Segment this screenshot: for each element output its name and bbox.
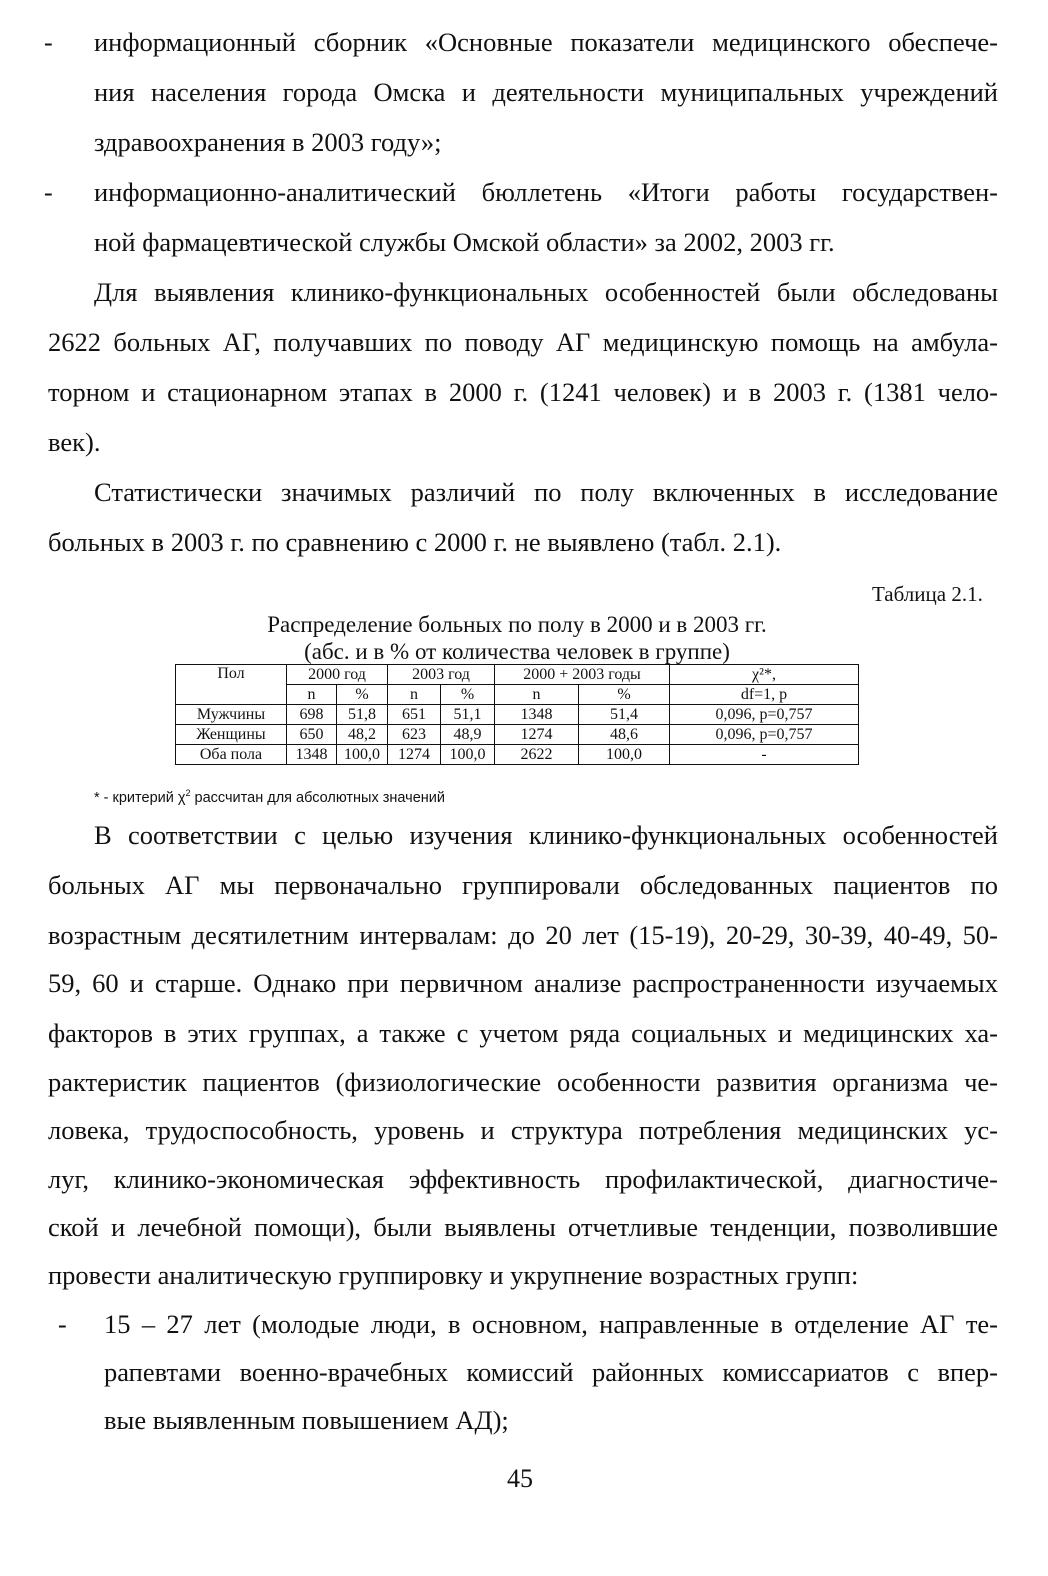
header-cell: %	[579, 685, 670, 705]
bullet-dash: -	[44, 28, 53, 57]
table-cell: 2622	[495, 745, 579, 765]
header-cell: n	[287, 685, 337, 705]
text-line: возрастным десятилетним интервалам: до 20 лет (15-19), 20-29, 30-39, 40-49, 50-	[48, 920, 998, 950]
table-cell: 48,9	[441, 725, 495, 745]
table-cell: 48,2	[337, 725, 388, 745]
header-cell: Пол	[176, 665, 287, 705]
text-line: больных в 2003 г. по сравнению с 2000 г. не выявлено (табл. 2.1).	[48, 527, 782, 557]
table-cell: 1274	[495, 725, 579, 745]
table-cell: 48,6	[579, 725, 670, 745]
table-footnote	[94, 788, 445, 806]
table-cell: 51,4	[579, 705, 670, 725]
table-cell: 1348	[495, 705, 579, 725]
table-row	[176, 725, 859, 745]
table-cell: 650	[287, 725, 337, 745]
table-cell: 623	[388, 725, 441, 745]
table-cell: 100,0	[337, 745, 388, 765]
header-cell: n	[388, 685, 441, 705]
text-line: 2622 больных АГ, получавших по поводу АГ медицинскую помощь на амбула-	[48, 327, 998, 357]
text-line: луг, клинико-экономическая эффективность профилактической, диагностиче-	[48, 1164, 998, 1194]
text-line: факторов в этих группах, а также с учетом ряда социальных и медицинских ха-	[48, 1018, 998, 1048]
header-cell: 2003 год	[388, 665, 495, 685]
table-cell: 51,1	[441, 705, 495, 725]
table-caption-sub: (абс. и в % от количества человек в группе)	[304, 639, 730, 664]
text-line: Статистически значимых различий по полу включенных в исследование	[94, 477, 998, 507]
table-row	[176, 705, 859, 725]
table-cell: 51,8	[337, 705, 388, 725]
table-caption: Распределение больных по полу в 2000 и в 2003 гг.	[267, 612, 767, 637]
header-cell: χ²*,	[670, 665, 859, 685]
text-line: ловека, трудоспособность, уровень и структура потребления медицинских ус-	[48, 1115, 998, 1145]
table-cell: Женщины	[176, 725, 287, 745]
text-line: Для выявления клинико-функциональных особенностей были обследованы	[94, 277, 998, 307]
table-cell: 100,0	[579, 745, 670, 765]
bullet-dash: -	[44, 178, 53, 207]
table-cell: 1348	[287, 745, 337, 765]
footnote-prefix: * - критерий χ	[94, 789, 186, 806]
table-cell: -	[670, 745, 859, 765]
table-cell: 698	[287, 705, 337, 725]
text-line: 15 – 27 лет (молодые люди, в основном, направленные в отделение АГ те-	[104, 1309, 998, 1339]
text-line: торном и стационарном этапах в 2000 г. (1241 человек) и в 2003 г. (1381 чело-	[48, 377, 998, 407]
header-cell: df=1, p	[670, 685, 859, 705]
text-line: больных АГ мы первоначально группировали обследованных пациентов по	[48, 870, 998, 900]
table-cell: 651	[388, 705, 441, 725]
footnote-text: рассчитан для абсолютных значений	[190, 789, 445, 806]
header-cell: %	[441, 685, 495, 705]
text-line: В соответствии с целью изучения клинико-функциональных особенностей	[94, 820, 998, 850]
footnote-superscript: 2	[185, 788, 191, 798]
table-cell: 100,0	[441, 745, 495, 765]
text-line: рапевтами военно-врачебных комиссий районных комиссариатов с впер-	[104, 1357, 998, 1387]
text-line: ной фармацевтической службы Омской области» за 2002, 2003 гг.	[94, 227, 835, 257]
table-cell: 1274	[388, 745, 441, 765]
header-cell: %	[337, 685, 388, 705]
bullet-dash: -	[58, 1310, 67, 1339]
table-row	[176, 745, 859, 765]
table-cell: Мужчины	[176, 705, 287, 725]
text-line: вые выявленным повышением АД);	[104, 1405, 509, 1435]
table-cell: 0,096, p=0,757	[670, 725, 859, 745]
header-cell: 2000 год	[287, 665, 388, 685]
table-cell: Оба пола	[176, 745, 287, 765]
text-line: информационный сборник «Основные показатели медицинского обеспече-	[94, 27, 998, 57]
header-cell: n	[495, 685, 579, 705]
data-table	[175, 664, 859, 765]
header-cell: 2000 + 2003 годы	[495, 665, 670, 685]
table-label: Таблица 2.1.	[872, 582, 983, 606]
text-line: провести аналитическую группировку и укрупнение возрастных групп:	[48, 1260, 859, 1290]
page-number: 45	[507, 1464, 533, 1493]
text-line: век).	[48, 427, 101, 457]
text-line: рактеристик пациентов (физиологические особенности развития организма че-	[48, 1067, 998, 1097]
table-cell: 0,096, p=0,757	[670, 705, 859, 725]
text-line: ния населения города Омска и деятельности муниципальных учреждений	[94, 77, 998, 107]
text-line: ской и лечебной помощи), были выявлены отчетливые тенденции, позволившие	[48, 1212, 998, 1242]
text-line: здравоохранения в 2003 году»;	[94, 127, 442, 157]
table-header-row	[176, 665, 859, 685]
text-line: информационно-аналитический бюллетень «Итоги работы государствен-	[94, 177, 998, 207]
text-line: 59, 60 и старше. Однако при первичном анализе распространенности изучаемых	[48, 968, 998, 998]
